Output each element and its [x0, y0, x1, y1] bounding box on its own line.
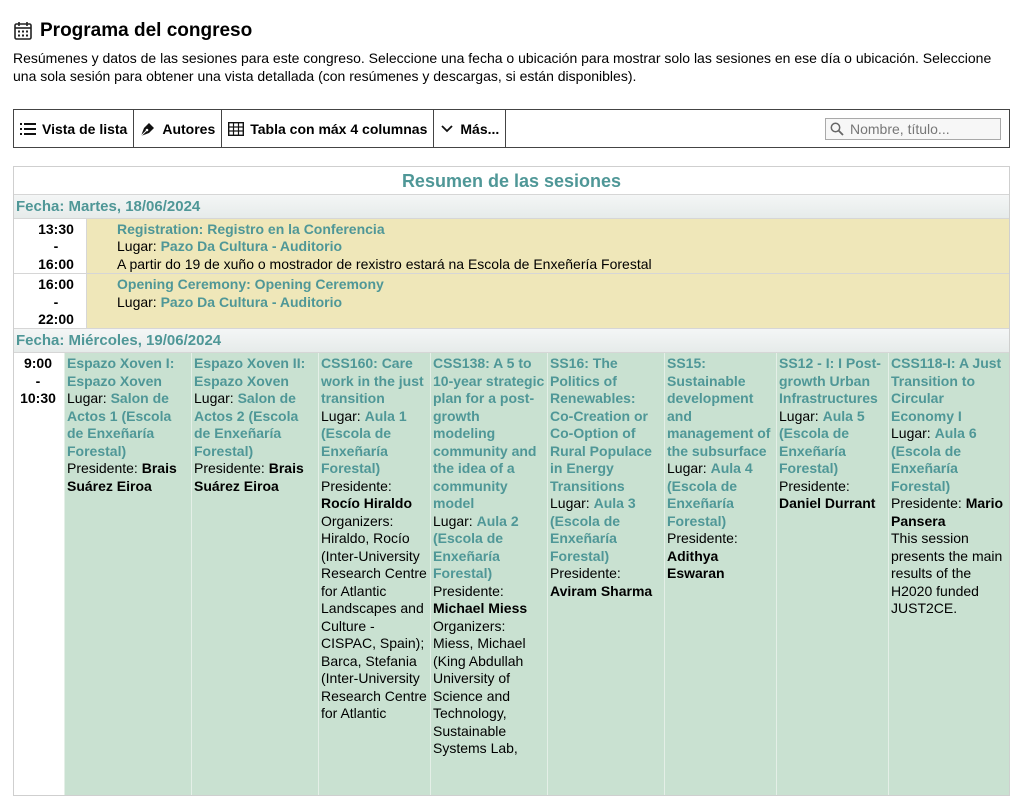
chair-name: Rocío Hiraldo: [321, 495, 413, 512]
date-header-tuesday[interactable]: Fecha: Martes, 18/06/2024: [14, 195, 1009, 219]
time-end: 22:00: [38, 311, 74, 328]
time-cell: [14, 219, 86, 273]
session-link[interactable]: SS12 - I: I Post-growth Urban Infrastructures: [779, 355, 881, 407]
more-label: Más...: [460, 120, 500, 137]
page-header: [13, 18, 1014, 85]
time-sep: -: [53, 238, 59, 255]
location-link[interactable]: Aula 3 (Escola de Enxeñaría Forestal): [550, 495, 636, 564]
search-input[interactable]: [848, 120, 996, 138]
toolbar: [13, 109, 1010, 148]
session-location: [550, 495, 662, 565]
title-row: [13, 18, 1014, 44]
session-note: A partir do 19 de xuño o mostrador de rexistro estará na Escola de Enxeñería Forestal: [117, 255, 652, 272]
session-column: [547, 353, 664, 796]
session-column: [888, 353, 1009, 796]
time-cell: [14, 353, 64, 796]
session-chair: [67, 460, 189, 495]
location-label: Lugar:: [117, 238, 161, 255]
session-column: [191, 353, 318, 796]
chair-label: Presidente:: [433, 582, 504, 599]
chair-label: Presidente:: [891, 495, 966, 512]
session-chair: [667, 530, 774, 583]
chair-name: Mario Pansera: [891, 495, 1004, 529]
session-column: [664, 353, 776, 796]
table-view-button[interactable]: [222, 110, 434, 147]
location-link[interactable]: Aula 6 (Escola de Enxeñaría Forestal): [891, 425, 977, 494]
session-chair: [779, 478, 886, 513]
session-summary: This session presents the main results of the H2020 funded JUST2CE.: [891, 530, 1003, 617]
location-link[interactable]: Salon de Actos 2 (Escola de Enxeñaría Forestal): [194, 390, 299, 459]
authors-button[interactable]: [134, 110, 222, 147]
time-start: 13:30: [38, 221, 74, 237]
chevron-down-icon: [440, 124, 454, 134]
location-label: Lugar:: [667, 460, 711, 477]
time-end: 10:30: [20, 390, 56, 407]
table-view-label: Tabla con máx 4 columnas: [250, 120, 428, 137]
session-row: [14, 219, 1009, 274]
session-block: [86, 219, 1009, 273]
chair-label: Presidente:: [67, 460, 142, 477]
session-link-opening[interactable]: Opening Ceremony: Opening Ceremony: [117, 276, 384, 293]
chair-label: Presidente:: [550, 565, 621, 582]
time-sep: -: [53, 293, 59, 310]
location-link[interactable]: Pazo Da Cultura - Auditorio: [160, 293, 343, 310]
session-row: [14, 274, 1009, 329]
time-start: 9:00: [23, 355, 53, 372]
location-label: Lugar:: [779, 407, 823, 424]
chair-label: Presidente:: [321, 477, 392, 494]
session-link[interactable]: SS16: The Politics of Renewables: Co-Creation or Co-Option of Rural Populace in Energy Transitions: [550, 355, 652, 494]
calendar-icon: [13, 21, 33, 41]
schedule-panel: [13, 166, 1010, 796]
chair-name: Brais Suárez Eiroa: [67, 460, 177, 494]
date-header-wednesday[interactable]: Fecha: Miércoles, 19/06/2024: [14, 329, 1009, 353]
session-location: [779, 408, 886, 478]
location-label: Lugar:: [550, 495, 594, 512]
location-label: Lugar:: [117, 293, 161, 310]
session-column: [64, 353, 191, 796]
session-location: [117, 238, 1007, 255]
session-location: [194, 390, 316, 460]
authors-label: Autores: [162, 120, 216, 137]
pen-nib-icon: [140, 121, 156, 137]
more-button[interactable]: [434, 110, 506, 147]
session-organizers: Organizers: Miess, Michael (King Abdullah University of Science and Technology, Sustainable Systems Lab,: [433, 617, 526, 757]
session-column: [318, 353, 430, 796]
session-organizers: Organizers: Hiraldo, Rocío (Inter-University Research Centre for Atlantic Landscapes and Culture - CISPAC, Spain); Barca, Stefania (Inter-University Research Centre for Atlantic: [321, 512, 427, 722]
location-link[interactable]: Pazo Da Cultura - Auditorio: [160, 238, 343, 255]
session-link[interactable]: CSS118-I: A Just Transition to Circular Economy I: [891, 355, 1002, 424]
location-link[interactable]: Aula 5 (Escola de Enxeñaría Forestal): [779, 407, 865, 477]
time-start: 16:00: [38, 276, 74, 293]
session-chair: [891, 495, 1007, 530]
list-view-label: Vista de lista: [42, 120, 128, 137]
time-cell: [14, 274, 86, 328]
table-icon: [228, 122, 244, 136]
session-location: [433, 513, 545, 583]
location-link[interactable]: Salon de Actos 1 (Escola de Enxeñaría Forestal): [67, 390, 172, 459]
search-icon: [830, 122, 844, 136]
session-location: [891, 425, 1007, 495]
chair-name: Aviram Sharma: [550, 582, 653, 599]
list-view-button[interactable]: [14, 110, 134, 147]
session-location: [321, 408, 428, 478]
page-description: Resúmenes y datos de las sesiones para este congreso. Seleccione una fecha o ubicación para mostrar solo las sesiones en ese día o ubicación. Seleccione una sola sesión para obtener una vista detallada (con resúmenes y descargas, si están disponibles).: [13, 50, 992, 84]
session-column: [430, 353, 547, 796]
location-label: Lugar:: [194, 390, 238, 407]
location-label: Lugar:: [891, 425, 935, 442]
location-link[interactable]: Aula 4 (Escola de Enxeñaría Forestal): [667, 460, 753, 529]
chair-name: Adithya Eswaran: [667, 547, 725, 582]
session-link[interactable]: SS15: Sustainable development and management of the subsurface: [667, 355, 771, 459]
location-link[interactable]: Aula 2 (Escola de Enxeñaría Forestal): [433, 512, 519, 582]
session-column: [776, 353, 888, 796]
session-chair: [433, 583, 545, 618]
time-sep: -: [35, 372, 41, 389]
chair-label: Presidente:: [779, 477, 850, 494]
location-label: Lugar:: [321, 407, 365, 424]
session-location: [67, 390, 189, 460]
parallel-session-row: [14, 353, 1009, 796]
session-link[interactable]: Espazo Xoven II: Espazo Xoven: [194, 355, 306, 389]
session-chair: [550, 565, 662, 600]
chair-label: Presidente:: [194, 460, 269, 477]
location-label: Lugar:: [433, 512, 477, 529]
search-box[interactable]: [825, 118, 1001, 140]
session-link[interactable]: CSS160: Care work in the just transition: [321, 355, 424, 407]
time-end: 16:00: [38, 255, 74, 272]
chair-name: Michael Miess: [433, 600, 528, 617]
schedule-title: Resumen de las sesiones: [14, 167, 1009, 195]
chair-name: Daniel Durrant: [779, 495, 876, 512]
chair-name: Brais Suárez Eiroa: [194, 460, 304, 494]
location-link[interactable]: Aula 1 (Escola de Enxeñaría Forestal): [321, 407, 407, 477]
location-label: Lugar:: [67, 390, 111, 407]
chair-label: Presidente:: [667, 530, 738, 547]
toolbar-spacer: [506, 110, 825, 147]
session-location: [117, 294, 1007, 311]
session-chair: [321, 478, 428, 513]
session-link[interactable]: Espazo Xoven I: Espazo Xoven: [67, 355, 175, 389]
session-location: [667, 460, 774, 530]
session-link[interactable]: CSS138: A 5 to 10-year strategic plan for a post-growth modeling community and the idea of a community model: [433, 355, 545, 512]
page-title: Programa del congreso: [40, 20, 253, 41]
list-icon: [20, 122, 36, 136]
session-block: [86, 274, 1009, 328]
session-chair: [194, 460, 316, 495]
session-link-registration[interactable]: Registration: Registro en la Conferencia: [117, 221, 385, 237]
